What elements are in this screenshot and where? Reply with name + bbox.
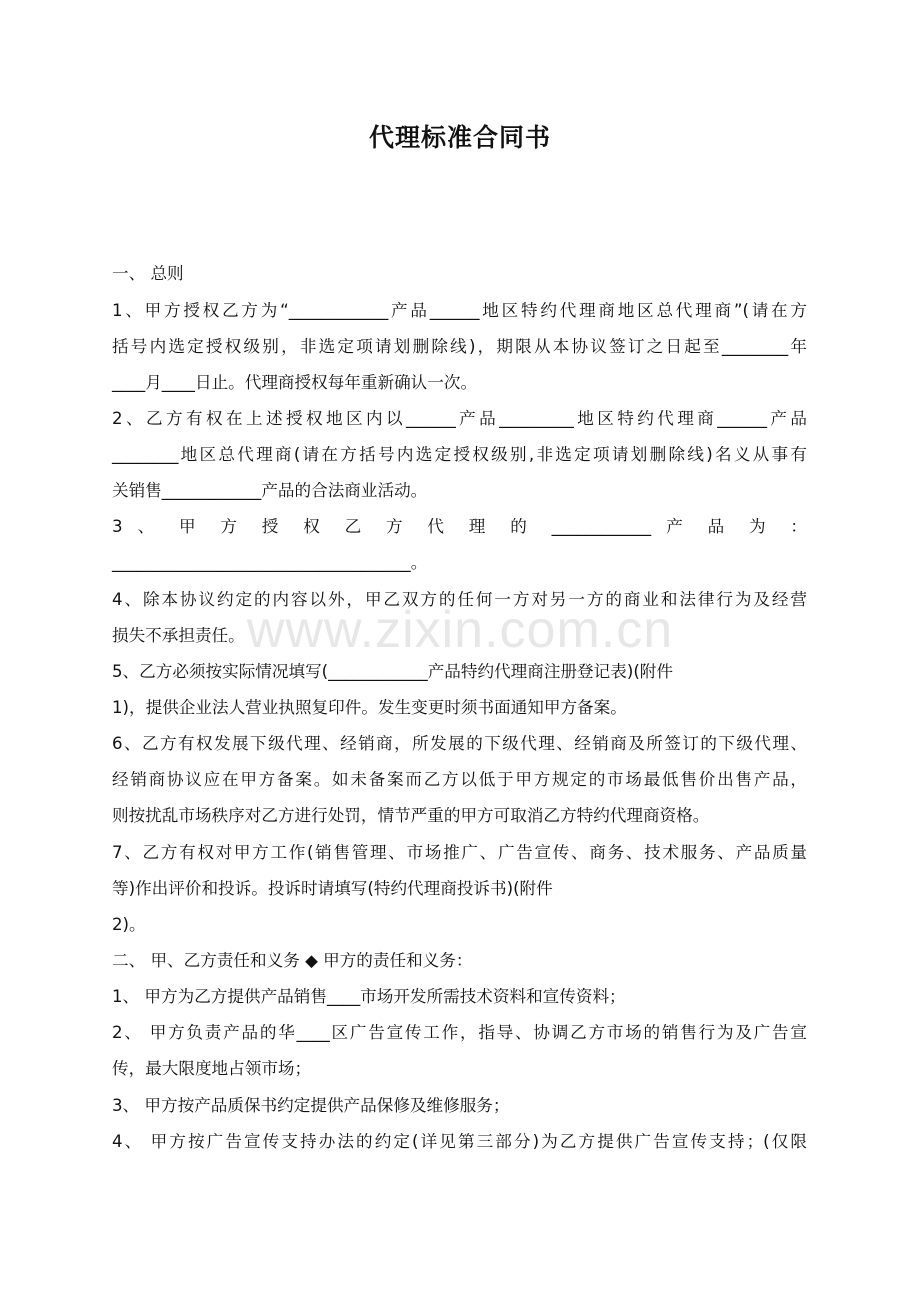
document-title: 代理标准合同书 — [368, 123, 551, 152]
clause-2-line-2: ________地区总代理商(请在方括号内选定授权级别,非选定项请划删除线)名义从事有 — [112, 445, 807, 464]
clause-5-line-1: 5、乙方必须按实际情况填写(____________产品特约代理商注册登记表)(附件 — [112, 662, 673, 681]
clause-2-line-1: 2、乙方有权在上述授权地区内以______产品_________地区特约代理商______产品 — [112, 409, 807, 428]
clause-7-line-2: 等)作出评价和投诉。投诉时请填写(特约代理商投诉书)(附件 — [112, 879, 553, 898]
duty-2-line-1: 2、 甲方负责产品的华____区广告宣传工作，指导、协调乙方市场的销售行为及广告宣 — [112, 1023, 807, 1042]
section-heading-responsibilities: 二、 甲、乙方责任和义务 ◆ 甲方的责任和义务： — [112, 951, 473, 970]
duty-3: 3、 甲方按产品质保书约定提供产品保修及维修服务； — [112, 1096, 510, 1115]
duty-2-line-2: 传，最大限度地占领市场； — [112, 1059, 312, 1078]
clause-1-line-3: ____月____日止。代理商授权每年重新确认一次。 — [112, 373, 478, 392]
clause-3-line-1: 3 、 甲 方 授 权 乙 方 代 理 的 ____________ 产 品 为 ： — [112, 517, 807, 536]
clause-1-line-2: 括号内选定授权级别，非选定项请划删除线)，期限从本协议签订之日起至________年 — [112, 337, 807, 356]
clause-7-line-3: 2)。 — [112, 915, 146, 934]
watermark: www.zixin.com.cn — [246, 601, 674, 659]
clause-4-line-1: 4、除本协议约定的内容以外，甲乙双方的任何一方对另一方的商业和法律行为及经营 — [112, 590, 807, 609]
clause-6-line-2: 经销商协议应在甲方备案。如未备案而乙方以低于甲方规定的市场最低售价出售产品， — [112, 770, 807, 789]
clause-1-line-1: 1、甲方授权乙方为“____________产品______地区特约代理商地区总代理商”(请在方 — [112, 301, 807, 320]
clause-3-line-2: ____________________________________。 — [112, 553, 428, 572]
clause-2-line-3: 关销售____________产品的合法商业活动。 — [112, 481, 428, 500]
duty-4-line-1: 4、 甲方按广告宣传支持办法的约定(详见第三部分)为乙方提供广告宣传支持；(仅限 — [112, 1132, 807, 1151]
clause-6-line-3: 则按扰乱市场秩序对乙方进行处罚，情节严重的甲方可取消乙方特约代理商资格。 — [112, 806, 710, 825]
section-heading-general: 一、 总则 — [112, 264, 184, 283]
clause-6-line-1: 6、乙方有权发展下级代理、经销商，所发展的下级代理、经销商及所签订的下级代理、 — [112, 734, 807, 753]
duty-1: 1、 甲方为乙方提供产品销售____市场开发所需技术资料和宣传资料； — [112, 987, 626, 1006]
clause-4-line-2: 损失不承担责任。 — [112, 626, 245, 645]
clause-5-line-2: 1)，提供企业法人营业执照复印件。发生变更时须书面通知甲方备案。 — [112, 698, 627, 717]
clause-7-line-1: 7、乙方有权对甲方工作(销售管理、市场推广、广告宣传、商务、技术服务、产品质量 — [112, 843, 807, 862]
